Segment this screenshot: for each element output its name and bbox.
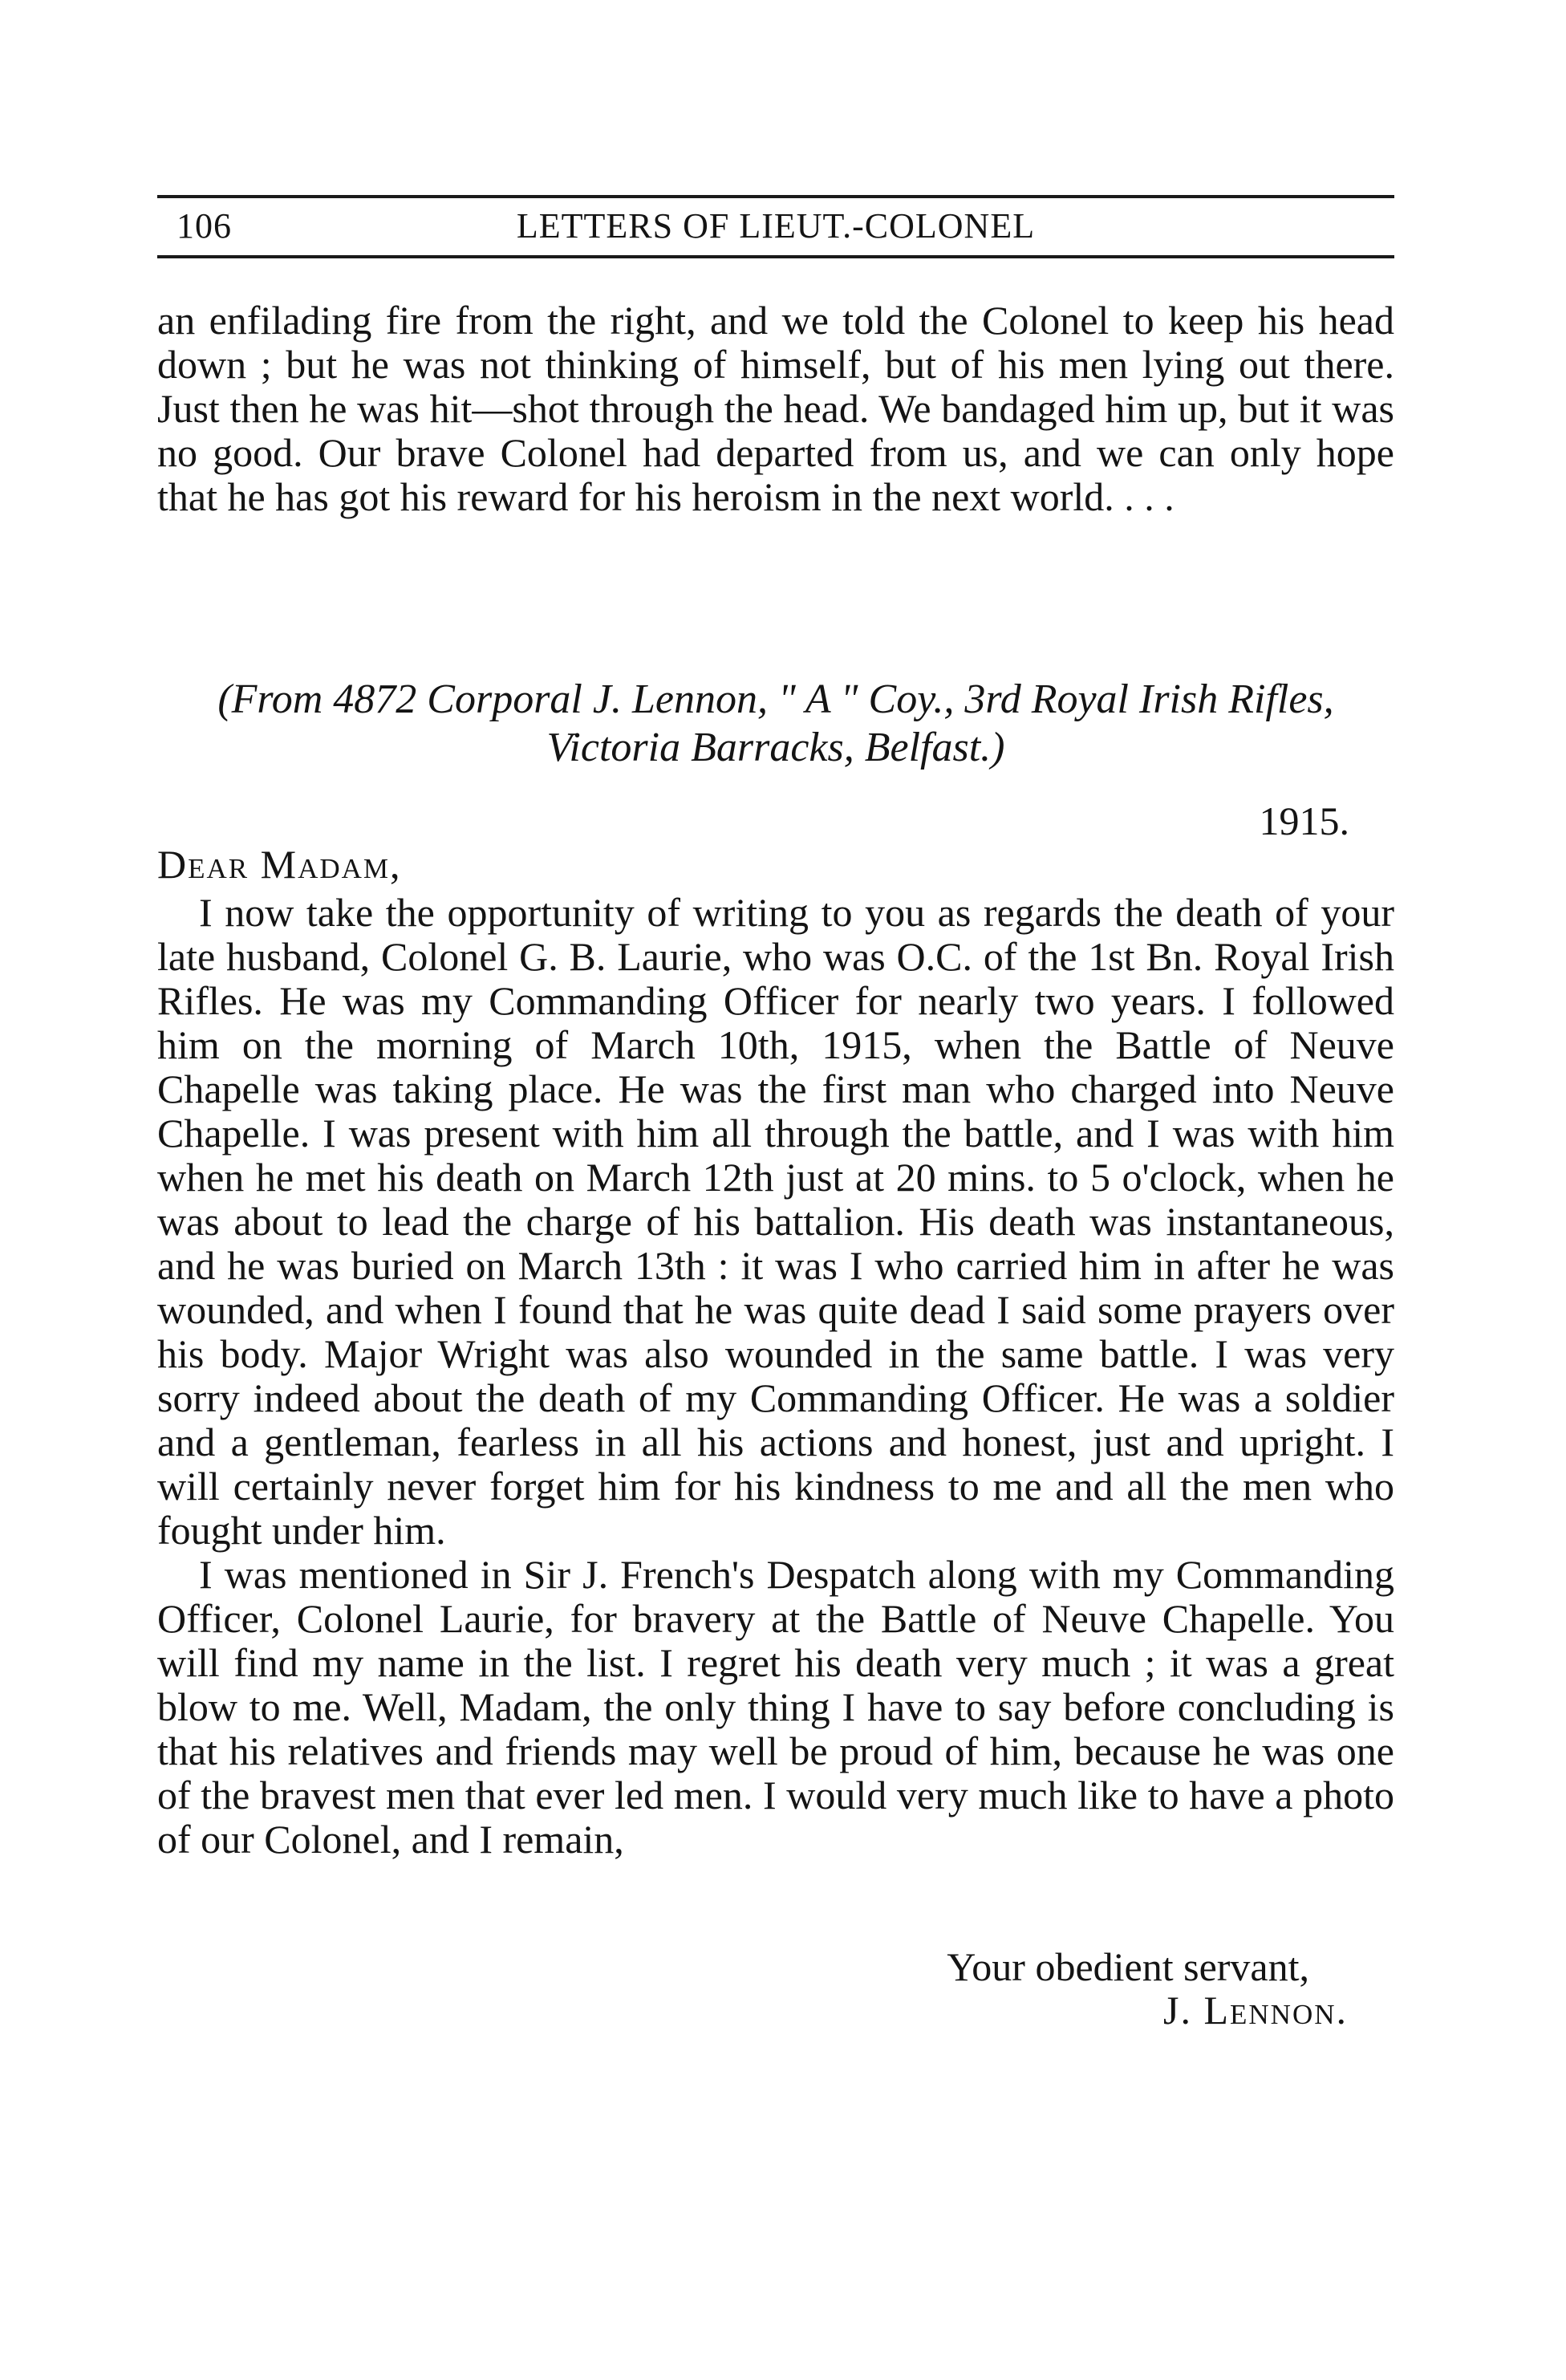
- header-top-rule: [157, 195, 1394, 198]
- letter-closing: Your obedient servant,: [947, 1944, 1309, 1989]
- header-bottom-rule: [157, 255, 1394, 258]
- letter-date: 1915.: [1259, 798, 1349, 843]
- letter-salutation: Dear Madam,: [157, 842, 402, 887]
- continuation-paragraph-block: [157, 299, 1394, 519]
- page-number: 106: [176, 206, 232, 246]
- running-head: [157, 202, 1394, 252]
- letter-source-heading: [157, 676, 1394, 772]
- letter-signature: J. Lennon.: [1163, 1988, 1348, 2033]
- letter-paragraph-2: I was mentioned in Sir J. French's Despatch along with my Commanding Officer, Colonel Laurie, for bravery at the Battle of Neuve Chapelle. You will find my name in the list. I regret his death very much ; it was a great blow to me. Well, Madam, the only thing I have to say before concluding is that his relatives and friends may well be proud of him, because he was one of the bravest men that ever led men. I would very much like to have a photo of our Colonel, and I remain,: [157, 1552, 1394, 1862]
- letter-source-line-1: (From 4872 Corporal J. Lennon, " A " Coy., 3rd Royal Irish Rifles,: [217, 676, 1334, 722]
- running-head-title: LETTERS OF LIEUT.-COLONEL: [516, 206, 1036, 246]
- letter-paragraph-1: I now take the opportunity of writing to you as regards the death of your late husband, Colonel G. B. Laurie, who was O.C. of the 1st Bn. Royal Irish Rifles. He was my Commanding Officer for nearly two years. I followed him on the morning of March 10th, 1915, when the Battle of Neuve Chapelle was taking place. He was the first man who charged into Neuve Chapelle. I was present with him all through the battle, and I was with him when he met his death on March 12th just at 20 mins. to 5 o'clock, when he was about to lead the charge of his battalion. His death was instantaneous, and he was buried on March 13th : it was I who carried him in after he was wounded, and when I found that he was quite dead I said some prayers over his body. Major Wright was also wounded in the same battle. I was very sorry indeed about the death of my Commanding Officer. He was a soldier and a gentleman, fearless in all his actions and honest, just and upright. I will certainly never forget him for his kindness to me and all the men who fought under him.: [157, 890, 1394, 1553]
- continuation-paragraph: an enfilading fire from the right, and we told the Colonel to keep his head down ; but he was not thinking of himself, but of his men lying out there. Just then he was hit—shot through the head. We bandaged him up, but it was no good. Our brave Colonel had departed from us, and we can only hope that he has got his reward for his heroism in the next world. . . .: [157, 298, 1394, 519]
- letter-body: [157, 891, 1394, 1862]
- letter-source-line-2: Victoria Barracks, Belfast.): [546, 725, 1005, 770]
